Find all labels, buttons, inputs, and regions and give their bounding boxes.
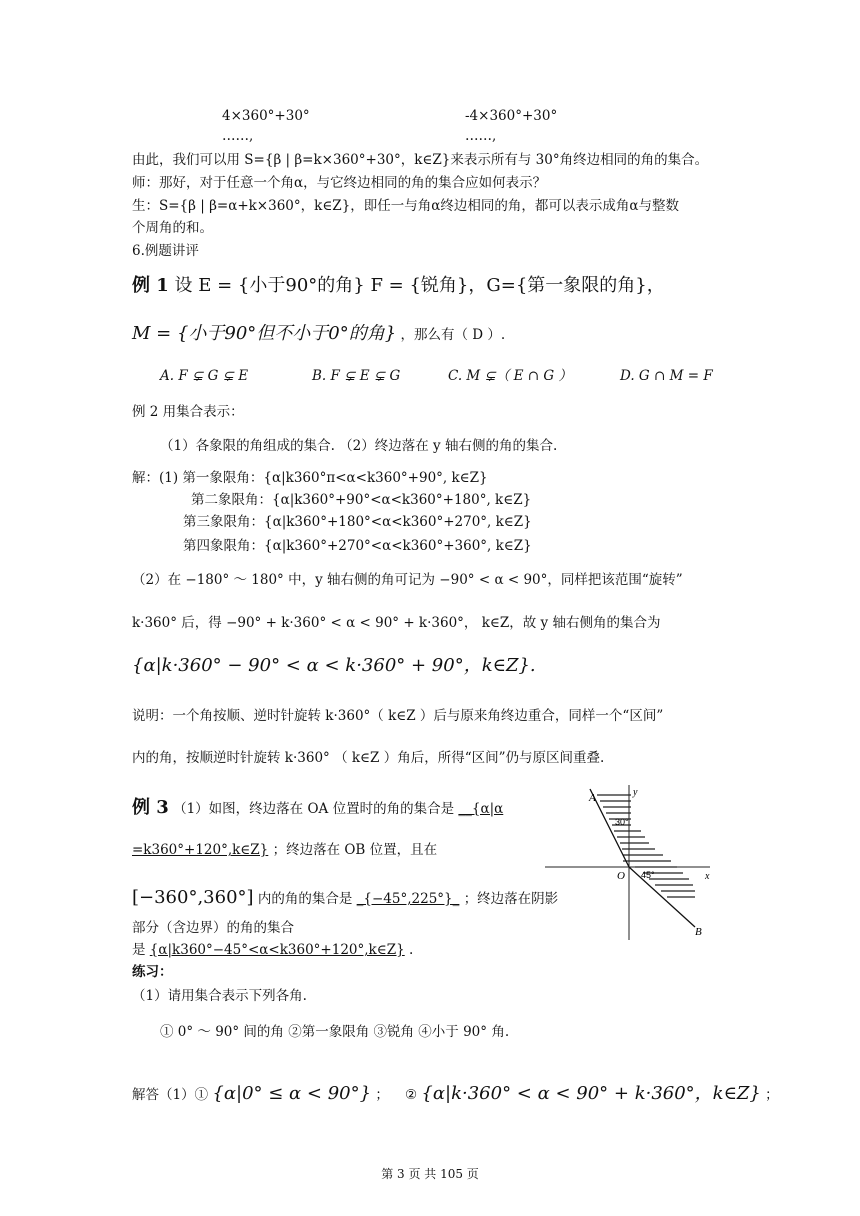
example-1 (132, 274, 665, 297)
example-3-shi: 是 (132, 942, 146, 958)
practice-heading: 练习： (132, 964, 173, 980)
option-b: B. F ⊊ E ⊊ G (312, 368, 401, 384)
teacher-question: 师：那好，对于任意一个角α，与它终边相同的角的集合应如何表示？ (132, 175, 547, 191)
set-m-expression: M = {小于90°但不小于0°的角} (132, 323, 397, 344)
note-line1: 说明：一个角按顺、逆时针旋转 k·360°（ k∈Z ）后与原来角终边重合，同样一个“区间” (132, 708, 664, 724)
label-x: x (705, 871, 710, 882)
student-answer: 生：S={β | β=α+k×360°，k∈Z}，即任一与角α终边相同的角，都可以表示成角α与整数 (132, 198, 680, 214)
note-line2: 内的角，按顺逆时针旋转 k·360° （ k∈Z ）角后，所得“区间”仍与原区间重叠. (132, 750, 605, 766)
example-3-answer-b: _{−45°,225°}_ (356, 891, 460, 907)
answer-line (132, 1082, 389, 1105)
example-3-answer-a-cont: =k360°+120°,k∈Z} (132, 842, 269, 858)
angle-45-label: 45° (641, 870, 655, 880)
answer-1: {α|0° ≤ α < 90°} (212, 1083, 372, 1104)
solution-q3: 第三象限角：{α|k360°+180°<α<k360°+270°, k∈Z} (183, 514, 532, 530)
interval-expression: [−360°,360°] (132, 887, 254, 908)
section-heading: 6.例题讲评 (132, 243, 199, 259)
example-3-period: . (409, 942, 414, 958)
example-3-line3 (132, 886, 558, 909)
page-footer: 第 3 页 共 105 页 (381, 1167, 479, 1181)
student-answer-cont: 个周角的和。 (132, 220, 213, 236)
practice-question: （1）请用集合表示下列各角. (132, 988, 307, 1004)
answer-2: {α|k·360° < α < 90° + k·360°，k∈Z} (421, 1083, 761, 1104)
label-b: B (695, 926, 702, 938)
example-3-interval-text: 内的角的集合是 (257, 891, 353, 907)
example-3-label: 例 3 (132, 797, 169, 818)
example-3-answer-c: {α|k360°−45°<α<k360°+120°,k∈Z} (149, 942, 405, 958)
paragraph-set-30: 由此，我们可以用 S={β | β=k×360°+30°，k∈Z}来表示所有与 30°角终边相同的角的集合。 (132, 152, 709, 168)
example-3-line5 (132, 942, 413, 960)
answer-sep: ； (375, 1087, 389, 1103)
ellipsis-left: ……, (222, 128, 254, 144)
label-y: y (633, 787, 638, 798)
label-a: A (589, 792, 596, 804)
example-1-text: 设 E = {小于90°的角} F = {锐角}，G={第一象限的角}， (174, 275, 665, 296)
answer-label: 解答（1）① (132, 1087, 209, 1103)
example-1-tail: ，那么有（ D ）. (400, 327, 506, 343)
example-3-line1 (132, 796, 503, 819)
angle-30-label: 30° (615, 817, 629, 827)
practice-items: ① 0° ～ 90° 间的角 ②第一象限角 ③锐角 ④小于 90° 角. (160, 1024, 510, 1040)
example-2-questions: （1）各象限的角组成的集合. （2）终边落在 y 轴右侧的角的集合. (160, 438, 558, 454)
part2-line2: k·360° 后，得 −90° + k·360° < α < 90° + k·360°， k∈Z，故 y 轴右侧角的集合为 (132, 615, 661, 631)
example-3-ob-text: ；终边落在 OB 位置，且在 (272, 842, 438, 858)
answer-line-2 (405, 1082, 779, 1105)
option-a: A. F ⊊ G ⊊ E (160, 368, 249, 384)
label-o: O (617, 870, 625, 882)
example-1-label: 例 1 (132, 275, 169, 296)
part2-result-set: {α|k·360° − 90° < α < k·360° + 90°，k∈Z}. (132, 655, 536, 676)
example-3-line4: 部分（含边界）的角的集合 (132, 920, 294, 936)
answer-2-tail: ； (765, 1087, 779, 1103)
option-d: D. G ∩ M = F (620, 368, 713, 384)
line-neg4x360: -4×360°+30° (465, 108, 558, 124)
line-4x360: 4×360°+30° (222, 108, 310, 124)
example-3-text: （1）如图，终边落在 OA 位置时的角的集合是 (173, 801, 455, 817)
example-3-shadow-text: ；终边落在阴影 (463, 891, 559, 907)
option-c: C. M ⊊（ E ∩ G ） (448, 368, 572, 384)
solution-q4: 第四象限角：{α|k360°+270°<α<k360°+360°, k∈Z} (183, 538, 532, 554)
example-3-line2 (132, 842, 437, 860)
answer-2-label: ② (405, 1087, 418, 1103)
example-2: 例 2 用集合表示： (132, 404, 244, 420)
solution-q1: 解：(1) 第一象限角：{α|k360°π<α<k360°+90°, k∈Z} (132, 470, 488, 486)
part2-line1: （2）在 −180° ～ 180° 中，y 轴右侧的角可记为 −90° < α < 90°，同样把该范围“旋转” (132, 572, 683, 588)
example-3-answer-a: __{α|α (458, 801, 504, 817)
ellipsis-right: ……, (465, 128, 497, 144)
solution-q2: 第二象限角：{α|k360°+90°<α<k360°+180°, k∈Z} (191, 492, 532, 508)
example-1-set-m (132, 322, 505, 345)
angle-figure (545, 785, 730, 945)
